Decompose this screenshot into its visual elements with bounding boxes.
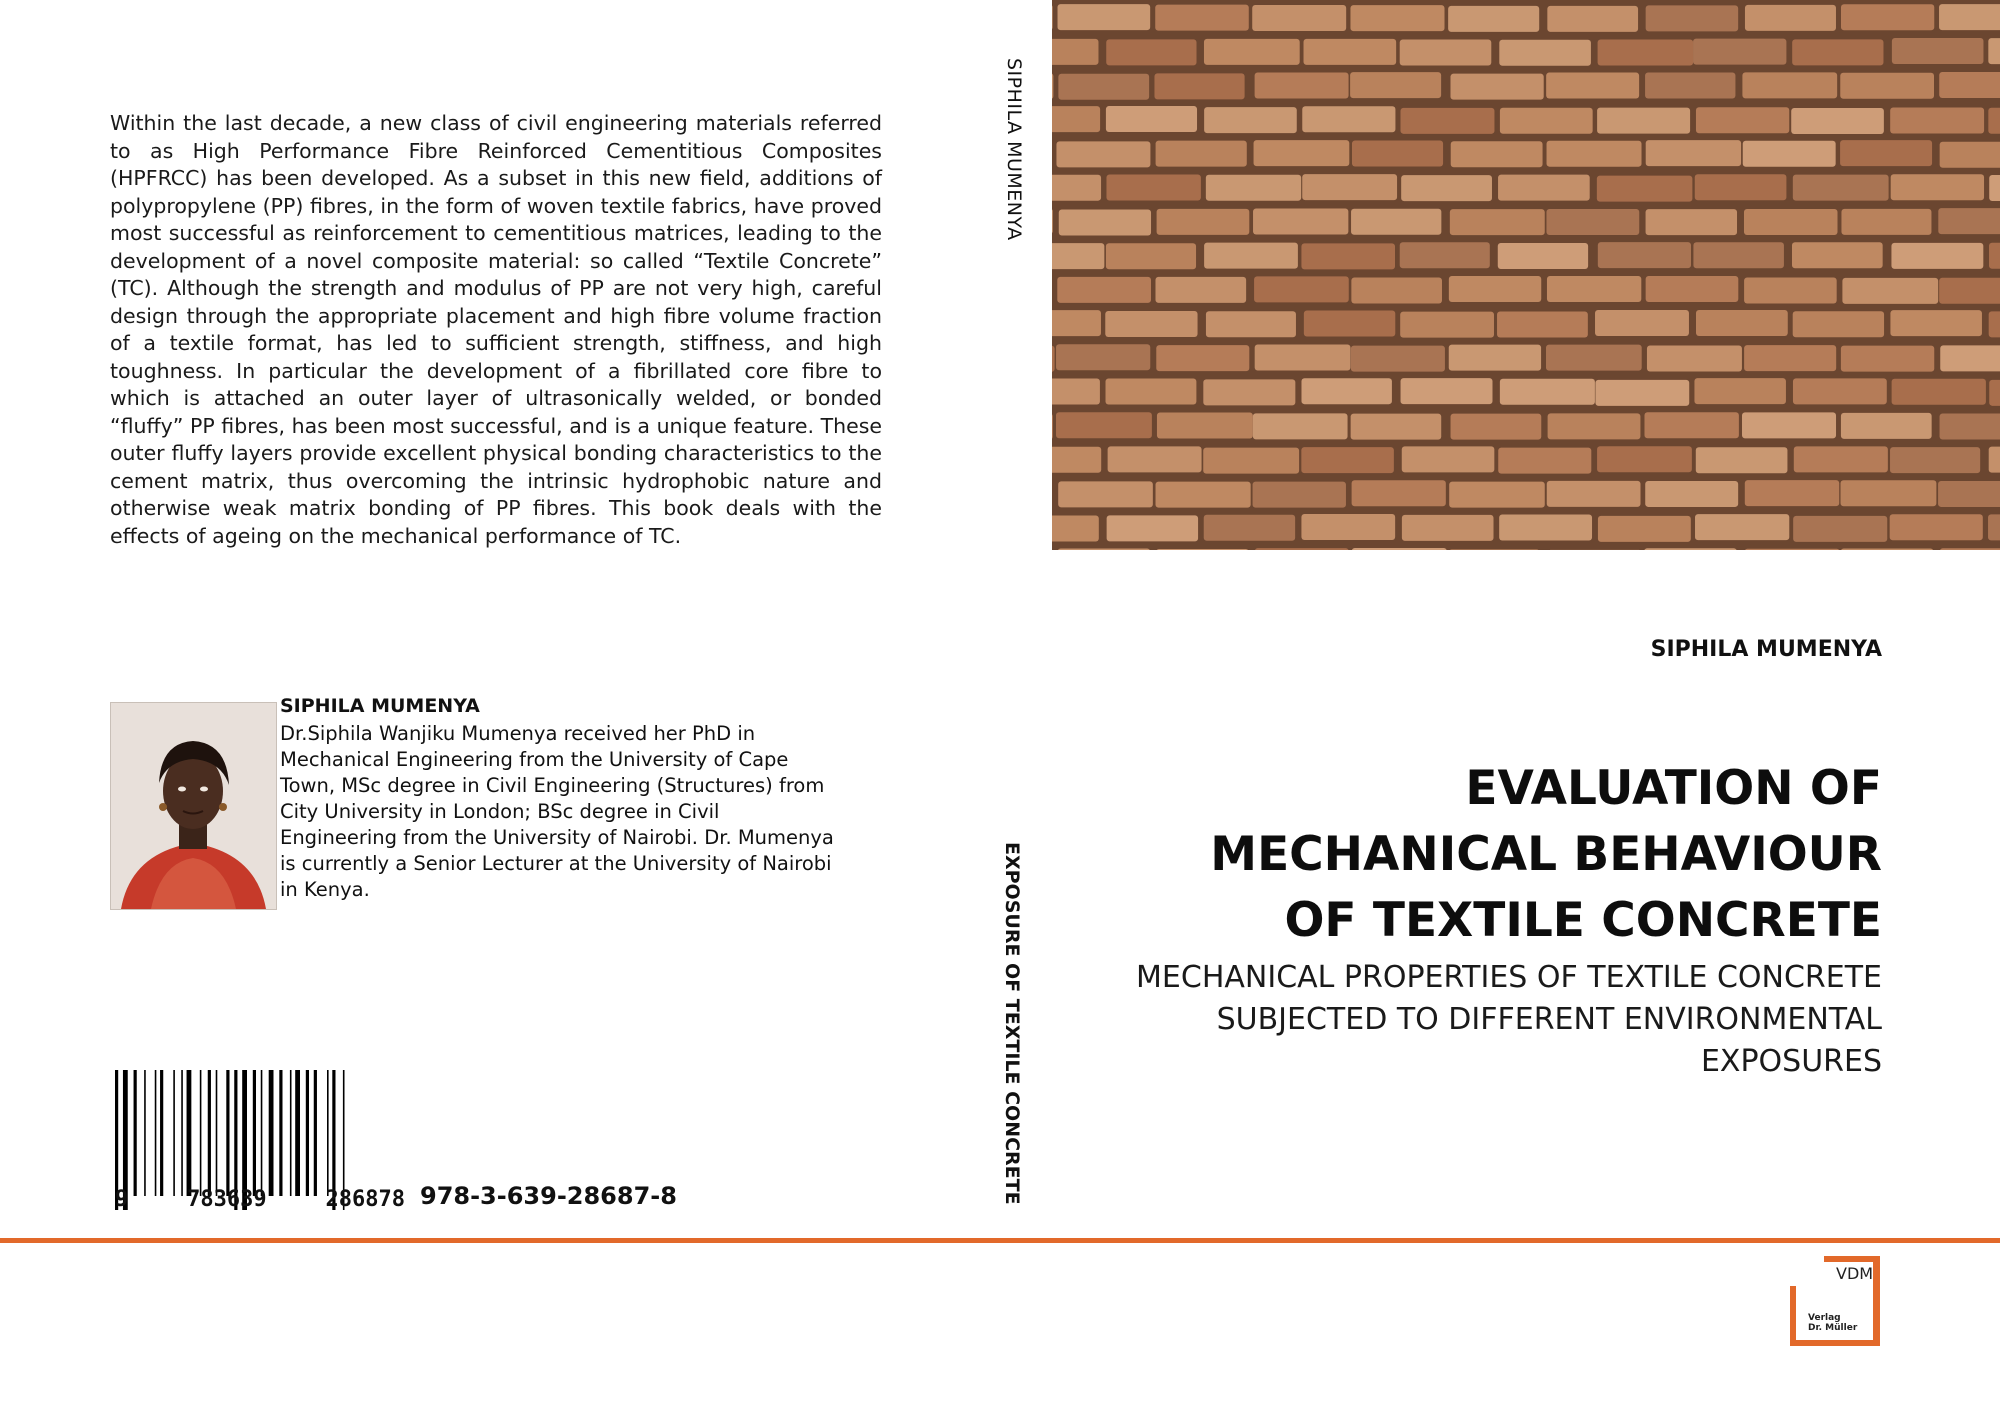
author-photo [110,702,277,910]
spine-author: SIPHILA MUMENYA [1003,58,1025,241]
front-title [1082,756,1882,954]
publisher-brand: VDM [1836,1264,1874,1283]
cover-brick-photo [1052,0,2000,550]
orange-divider [0,1238,2000,1243]
front-subtitle-line: SUBJECTED TO DIFFERENT ENVIRONMENTAL [1216,1002,1882,1037]
author-bio-text: Dr.Siphila Wanjiku Mumenya received her PhD in Mechanical Engineering from the University of Cape Town, MSc degree in Civil Engineering (Structures) from City University in London; BSc degree in Civil Engineering from the University of Nairobi. Dr. Mumenya is currently a Senior Lecturer at the University of Nairobi in Kenya. [280,722,834,901]
barcode-digits [115,1187,405,1212]
publisher-name: Verlag Dr. Müller [1808,1313,1858,1333]
spine-title: EXPOSURE OF TEXTILE CONCRETE [1001,842,1023,1205]
barcode-digit-group: 783639 [187,1187,267,1212]
isbn: 978-3-639-28687-8 [420,1182,677,1210]
back-cover-blurb: Within the last decade, a new class of civil engineering materials referred to as High Performance Fibre Reinforced Cementitious Composites (HPFRCC) has been developed. As a subset in this new field, additions of polypropylene (PP) fibres, in the form of woven textile fabrics, have proved most successful as reinforcement to cementitious matrices, leading to the development of a novel composite material: so called “Textile Concrete” (TC). Although the strength and modulus of PP are not very high, careful design through the appropriate placement and high fibre volume fraction of a textile format, has led to sufficient strength, stiffness, and high toughness. In particular the development of a fibrillated core fibre to which is attached an outer layer of ultrasonically welded, or bonded “fluffy” PP fibres, has been most successful, and is a unique feature. These outer fluffy layers provide excellent physical bonding characteristics to the cement matrix, thus overcoming the intrinsic hydrophobic nature and otherwise weak matrix bonding of PP fibres. This book deals with the effects of ageing on the mechanical performance of TC. [110,111,882,548]
front-subtitle [1062,957,1882,1083]
barcode-digit-group: 286878 [325,1187,405,1212]
front-author: SIPHILA MUMENYA [1650,637,1882,662]
front-title-line: MECHANICAL BEHAVIOUR [1210,827,1882,882]
barcode-digit-group: 9 [115,1187,129,1212]
front-subtitle-line: EXPOSURES [1700,1044,1882,1079]
front-title-line: EVALUATION OF [1465,761,1882,816]
publisher-logo [1790,1256,1880,1346]
front-subtitle-line: MECHANICAL PROPERTIES OF TEXTILE CONCRETE [1136,960,1882,995]
front-title-line: OF TEXTILE CONCRETE [1284,893,1882,948]
author-bio-name: SIPHILA MUMENYA [280,695,480,717]
